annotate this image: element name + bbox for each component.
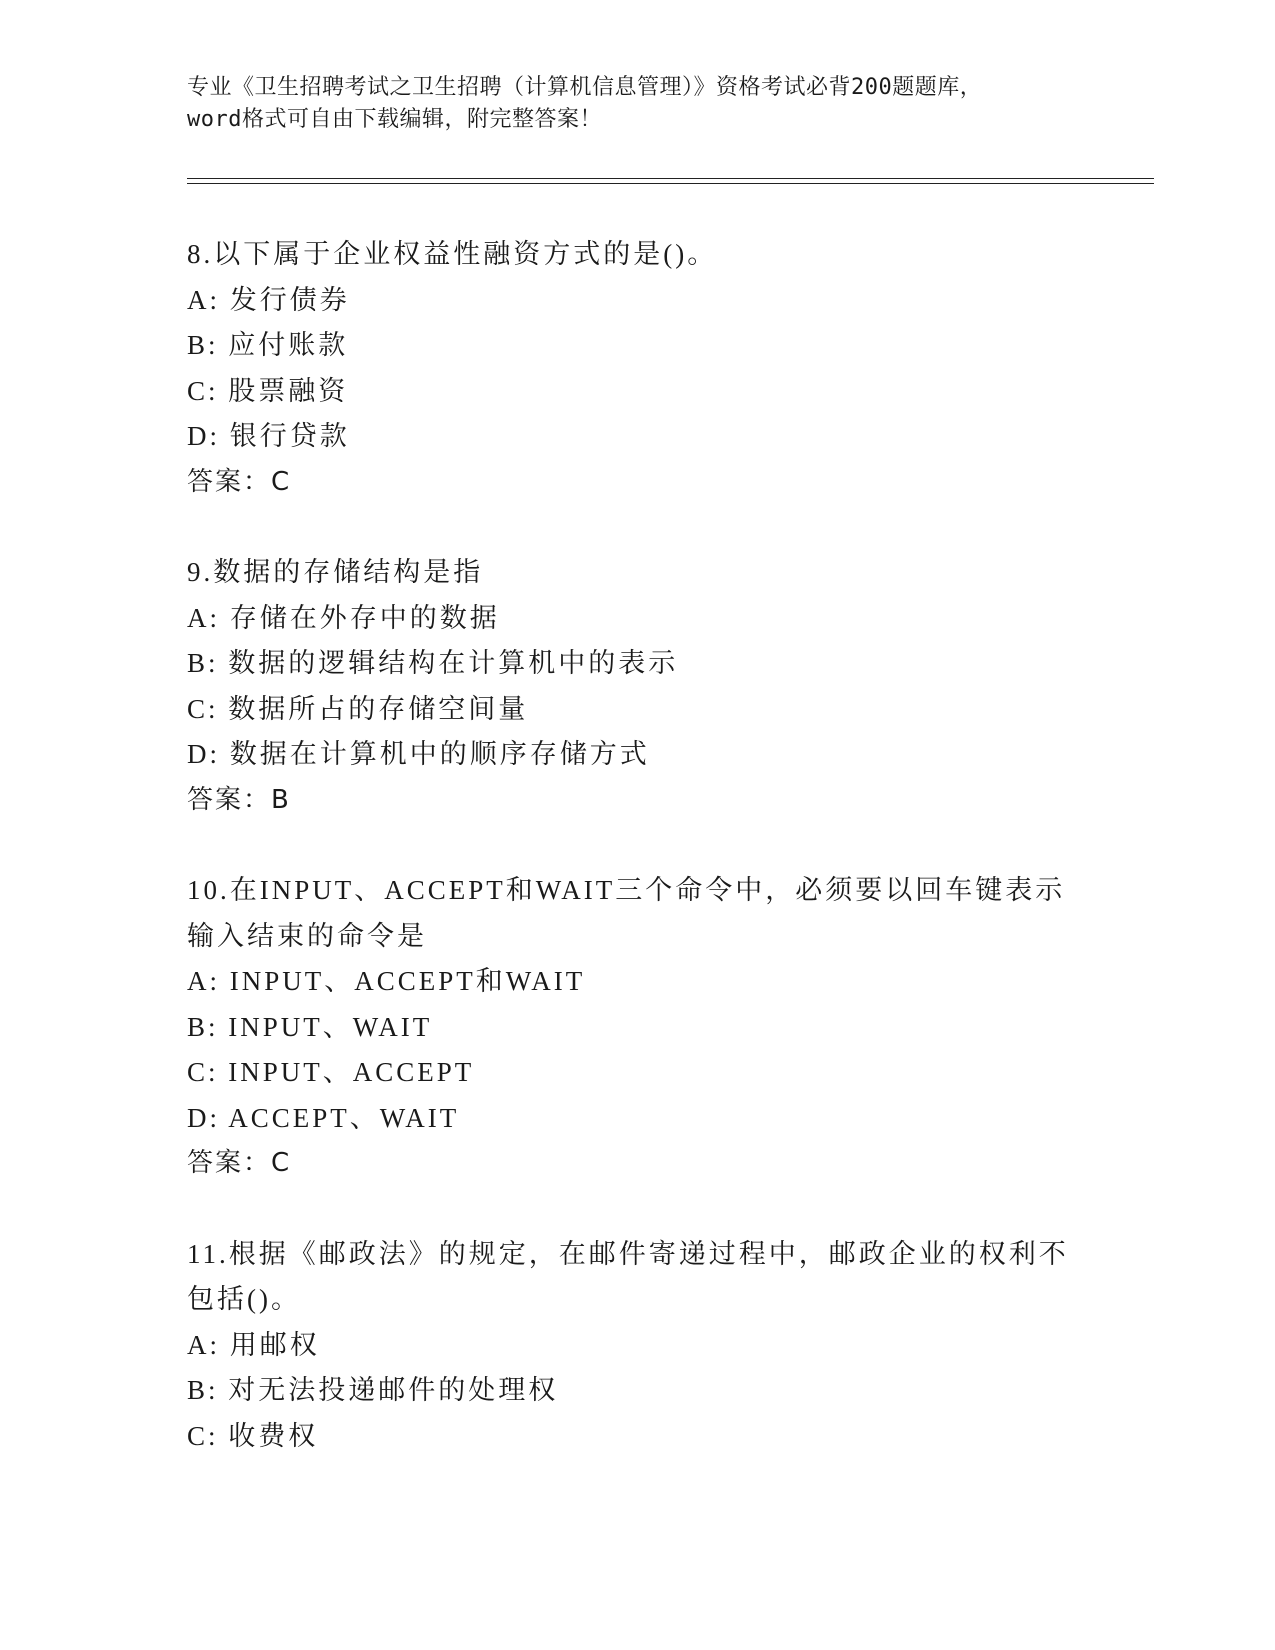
answer: 答案：B: [187, 784, 291, 815]
question-stem: 11.根据《邮政法》的规定，在邮件寄递过程中，邮政企业的权利不包括()。: [187, 1238, 1069, 1314]
header-divider-bottom: [187, 183, 1154, 184]
option-b: B: INPUT、WAIT: [187, 1011, 433, 1042]
question-list: [187, 232, 1087, 1504]
option-c: C: 收费权: [187, 1420, 319, 1451]
question-stem: 10.在INPUT、ACCEPT和WAIT三个命令中，必须要以回车键表示输入结束的命令是: [187, 875, 1066, 951]
question-10: [187, 868, 1087, 1187]
option-a: A: 用邮权: [187, 1329, 320, 1360]
option-d: D: 数据在计算机中的顺序存储方式: [187, 739, 650, 769]
option-b: B: 应付账款: [187, 330, 349, 360]
header-line-2: word格式可自由下载编辑，附完整答案！: [187, 107, 602, 132]
option-a: A: 发行债券: [187, 284, 350, 315]
document-header: [187, 72, 1087, 136]
question-11: [187, 1232, 1087, 1460]
question-stem: 8.以下属于企业权益性融资方式的是()。: [187, 239, 718, 269]
option-d: D: ACCEPT、WAIT: [187, 1102, 460, 1133]
option-a: A: INPUT、ACCEPT和WAIT: [187, 966, 586, 996]
answer: 答案：C: [187, 1148, 292, 1178]
question-9: [187, 550, 1087, 823]
header-line-1: 专业《卫生招聘考试之卫生招聘（计算机信息管理）》资格考试必背200题题库，: [187, 75, 983, 100]
option-a: A: 存储在外存中的数据: [187, 602, 500, 633]
question-8: [187, 232, 1087, 505]
option-c: C: INPUT、ACCEPT: [187, 1057, 475, 1087]
option-c: C: 股票融资: [187, 375, 349, 406]
option-d: D: 银行贷款: [187, 421, 350, 451]
option-b: B: 数据的逻辑结构在计算机中的表示: [187, 648, 679, 678]
option-c: C: 数据所占的存储空间量: [187, 693, 529, 724]
answer: 答案：C: [187, 466, 292, 497]
question-stem: 9.数据的存储结构是指: [187, 557, 484, 587]
option-b: B: 对无法投递邮件的处理权: [187, 1375, 559, 1405]
header-divider-top: [187, 178, 1154, 179]
